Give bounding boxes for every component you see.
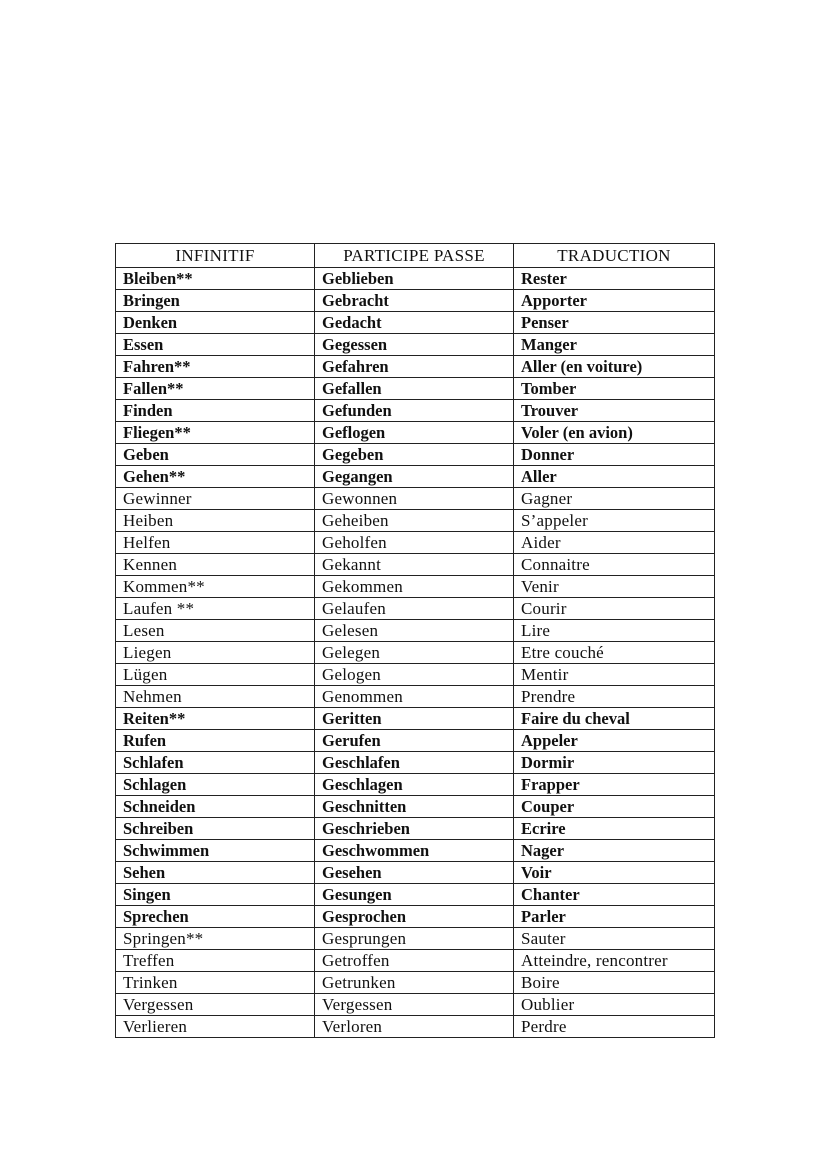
verb-table [115,243,715,1038]
cell-participe-passe: Gerufen [315,730,514,752]
cell-infinitif: Sehen [116,862,315,884]
cell-traduction: Voler (en avion) [514,422,715,444]
cell-traduction: Tomber [514,378,715,400]
table-row [116,950,715,972]
cell-participe-passe: Gelesen [315,620,514,642]
cell-participe-passe: Gefallen [315,378,514,400]
table-row [116,312,715,334]
cell-infinitif: Laufen ** [116,598,315,620]
cell-traduction: Couper [514,796,715,818]
cell-traduction: Parler [514,906,715,928]
cell-participe-passe: Gesprochen [315,906,514,928]
cell-traduction: Etre couché [514,642,715,664]
cell-infinitif: Rufen [116,730,315,752]
table-row [116,598,715,620]
cell-infinitif: Heiben [116,510,315,532]
table-row [116,378,715,400]
cell-participe-passe: Geritten [315,708,514,730]
table-row [116,488,715,510]
cell-participe-passe: Verloren [315,1016,514,1038]
cell-participe-passe: Vergessen [315,994,514,1016]
cell-traduction: Aller (en voiture) [514,356,715,378]
cell-traduction: Apporter [514,290,715,312]
table-row [116,422,715,444]
cell-participe-passe: Gefahren [315,356,514,378]
cell-participe-passe: Gefunden [315,400,514,422]
cell-participe-passe: Gesehen [315,862,514,884]
cell-traduction: S’appeler [514,510,715,532]
cell-infinitif: Schlafen [116,752,315,774]
cell-traduction: Prendre [514,686,715,708]
cell-participe-passe: Gegessen [315,334,514,356]
cell-traduction: Nager [514,840,715,862]
cell-infinitif: Essen [116,334,315,356]
table-row [116,576,715,598]
cell-traduction: Sauter [514,928,715,950]
cell-traduction: Mentir [514,664,715,686]
cell-infinitif: Bleiben** [116,268,315,290]
cell-participe-passe: Gedacht [315,312,514,334]
table-row [116,972,715,994]
table-row [116,928,715,950]
cell-infinitif: Gewinner [116,488,315,510]
cell-traduction: Boire [514,972,715,994]
cell-participe-passe: Gesprungen [315,928,514,950]
cell-participe-passe: Gekommen [315,576,514,598]
cell-traduction: Penser [514,312,715,334]
table-row [116,510,715,532]
cell-infinitif: Springen** [116,928,315,950]
cell-participe-passe: Gegeben [315,444,514,466]
cell-infinitif: Fallen** [116,378,315,400]
cell-infinitif: Denken [116,312,315,334]
cell-participe-passe: Gelogen [315,664,514,686]
cell-participe-passe: Geheiben [315,510,514,532]
cell-infinitif: Kennen [116,554,315,576]
cell-participe-passe: Gelaufen [315,598,514,620]
table-row [116,290,715,312]
cell-traduction: Dormir [514,752,715,774]
table-row [116,774,715,796]
cell-traduction: Connaitre [514,554,715,576]
cell-infinitif: Fahren** [116,356,315,378]
header-traduction: TRADUCTION [514,244,715,268]
cell-traduction: Gagner [514,488,715,510]
table-row [116,862,715,884]
cell-traduction: Atteindre, rencontrer [514,950,715,972]
cell-infinitif: Schlagen [116,774,315,796]
cell-participe-passe: Getrunken [315,972,514,994]
table-row [116,642,715,664]
cell-traduction: Venir [514,576,715,598]
cell-participe-passe: Geblieben [315,268,514,290]
header-participe-passe: PARTICIPE PASSE [315,244,514,268]
cell-traduction: Rester [514,268,715,290]
cell-participe-passe: Gelegen [315,642,514,664]
cell-infinitif: Treffen [116,950,315,972]
table-row [116,840,715,862]
cell-participe-passe: Gebracht [315,290,514,312]
cell-participe-passe: Geschrieben [315,818,514,840]
cell-infinitif: Vergessen [116,994,315,1016]
cell-participe-passe: Gesungen [315,884,514,906]
cell-participe-passe: Getroffen [315,950,514,972]
cell-traduction: Donner [514,444,715,466]
cell-traduction: Ecrire [514,818,715,840]
table-row [116,268,715,290]
cell-participe-passe: Gewonnen [315,488,514,510]
table-row [116,444,715,466]
cell-infinitif: Liegen [116,642,315,664]
table-row [116,818,715,840]
cell-participe-passe: Geflogen [315,422,514,444]
table-row [116,686,715,708]
table-row [116,1016,715,1038]
table-row [116,664,715,686]
cell-infinitif: Schreiben [116,818,315,840]
cell-traduction: Oublier [514,994,715,1016]
cell-participe-passe: Geschlafen [315,752,514,774]
table-row [116,400,715,422]
table-row [116,554,715,576]
cell-traduction: Manger [514,334,715,356]
cell-traduction: Chanter [514,884,715,906]
table-header [116,244,715,268]
cell-traduction: Appeler [514,730,715,752]
table-row [116,730,715,752]
cell-participe-passe: Geholfen [315,532,514,554]
cell-traduction: Voir [514,862,715,884]
cell-traduction: Aller [514,466,715,488]
table-row [116,620,715,642]
table-row [116,466,715,488]
cell-traduction: Perdre [514,1016,715,1038]
cell-participe-passe: Gegangen [315,466,514,488]
table-row [116,752,715,774]
cell-participe-passe: Gekannt [315,554,514,576]
cell-traduction: Frapper [514,774,715,796]
cell-traduction: Trouver [514,400,715,422]
cell-infinitif: Schwimmen [116,840,315,862]
table-row [116,356,715,378]
cell-infinitif: Gehen** [116,466,315,488]
cell-participe-passe: Geschlagen [315,774,514,796]
table-row [116,532,715,554]
header-row [116,244,715,268]
cell-infinitif: Fliegen** [116,422,315,444]
cell-infinitif: Singen [116,884,315,906]
cell-infinitif: Lesen [116,620,315,642]
cell-infinitif: Nehmen [116,686,315,708]
cell-traduction: Aider [514,532,715,554]
cell-participe-passe: Geschnitten [315,796,514,818]
cell-infinitif: Schneiden [116,796,315,818]
table-row [116,906,715,928]
cell-infinitif: Sprechen [116,906,315,928]
table-row [116,796,715,818]
cell-infinitif: Bringen [116,290,315,312]
table-row [116,708,715,730]
cell-infinitif: Kommen** [116,576,315,598]
table-row [116,884,715,906]
cell-traduction: Courir [514,598,715,620]
table-row [116,334,715,356]
cell-participe-passe: Genommen [315,686,514,708]
cell-infinitif: Geben [116,444,315,466]
cell-infinitif: Lügen [116,664,315,686]
cell-participe-passe: Geschwommen [315,840,514,862]
cell-infinitif: Finden [116,400,315,422]
cell-infinitif: Helfen [116,532,315,554]
table-body [116,268,715,1038]
cell-infinitif: Trinken [116,972,315,994]
cell-infinitif: Verlieren [116,1016,315,1038]
table-row [116,994,715,1016]
header-infinitif: INFINITIF [116,244,315,268]
cell-traduction: Lire [514,620,715,642]
cell-infinitif: Reiten** [116,708,315,730]
cell-traduction: Faire du cheval [514,708,715,730]
